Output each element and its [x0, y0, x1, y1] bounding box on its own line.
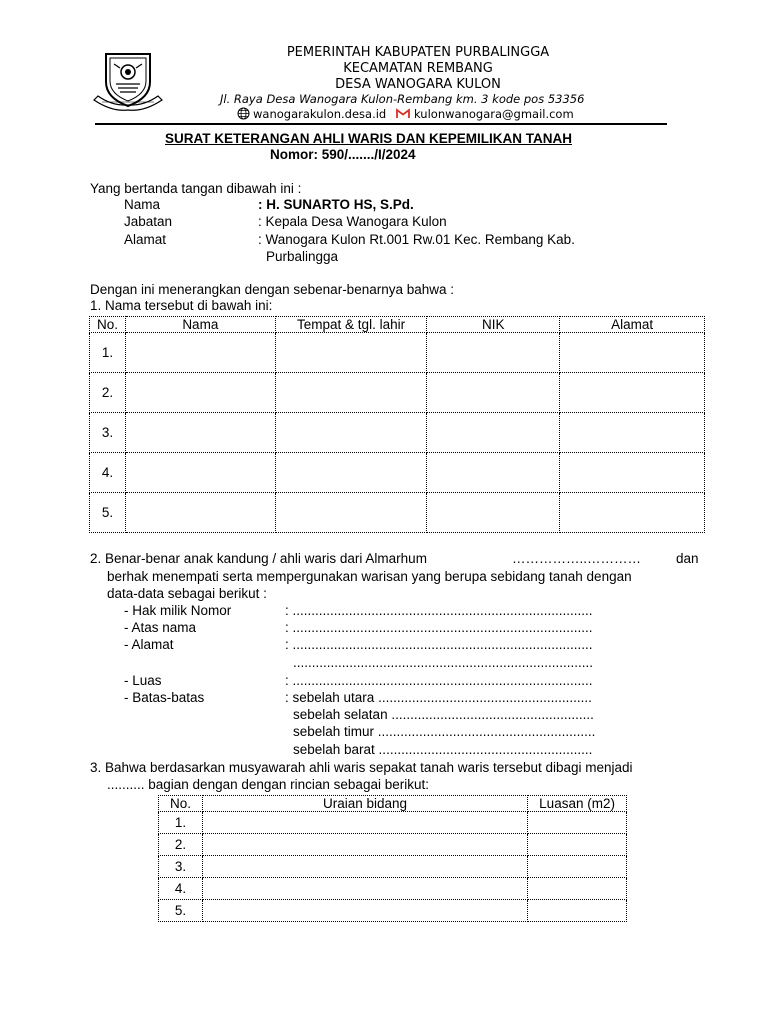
field-value-batas-selatan: sebelah selatan ...................................................... — [293, 707, 594, 722]
header-luasan: Luasan (m2) — [528, 796, 627, 812]
signer-name-label: Nama — [124, 197, 161, 212]
signer-position-label: Jabatan — [124, 214, 173, 229]
field-label-hak-milik: - Hak milik Nomor — [124, 603, 232, 618]
row-number: 5. — [159, 900, 203, 922]
table-row — [159, 834, 627, 856]
heirs-table — [89, 316, 705, 533]
header-tempat-tgl-lahir: Tempat & tgl. lahir — [275, 317, 427, 333]
row-number: 5. — [90, 493, 126, 533]
point-2-line-1: 2. Benar-benar anak kandung / ahli waris dari Almarhum — [90, 551, 427, 566]
point-2-dan: dan — [676, 551, 699, 566]
globe-icon — [237, 107, 250, 120]
point-2-line-3: data-data sebagai berikut : — [107, 586, 267, 601]
point-2-deceased-blank: ……………..………… — [512, 551, 642, 566]
address-cell — [560, 333, 705, 373]
row-number: 1. — [90, 333, 126, 373]
address-cell — [560, 413, 705, 453]
field-label-batas: - Batas-batas — [124, 690, 205, 705]
document-number: Nomor: 590/......./I/2024 — [270, 147, 416, 162]
header-uraian-bidang: Uraian bidang — [202, 796, 527, 812]
header-no: No. — [159, 796, 203, 812]
row-number: 2. — [90, 373, 126, 413]
field-label-atas-nama: - Atas nama — [124, 620, 197, 635]
name-cell — [125, 453, 275, 493]
signer-intro: Yang bertanda tangan dibawah ini : — [90, 181, 302, 196]
letterhead-email: kulonwanogara@gmail.com — [414, 107, 574, 121]
nik-cell — [427, 493, 560, 533]
table-row — [159, 856, 627, 878]
field-value-luas: : ................................................................................ — [285, 673, 593, 688]
row-number: 4. — [90, 453, 126, 493]
header-nama: Nama — [125, 317, 275, 333]
header-no: No. — [90, 317, 126, 333]
letterhead-line-3: DESA WANOGARA KULON — [335, 77, 501, 92]
letterhead-address: Jl. Raya Desa Wanogara Kulon-Rembang km. 3 kode pos 53356 — [220, 92, 585, 106]
table-row — [90, 373, 705, 413]
field-value-alamat-cont: ................................................................................ — [293, 655, 594, 670]
district-crest-logo — [92, 48, 164, 112]
point-1: 1. Nama tersebut di bawah ini: — [90, 298, 273, 313]
area-cell — [528, 878, 627, 900]
table-row — [90, 493, 705, 533]
area-cell — [528, 900, 627, 922]
letterhead-divider — [95, 123, 667, 125]
field-value-batas-barat: sebelah barat ......................................................... — [293, 742, 593, 757]
field-value-hak-milik: : ................................................................................ — [285, 603, 593, 618]
header-nik: NIK — [427, 317, 560, 333]
description-cell — [202, 900, 527, 922]
row-number: 3. — [159, 856, 203, 878]
parcel-table-header — [159, 796, 627, 812]
birth-cell — [275, 413, 427, 453]
document-title: SURAT KETERANGAN AHLI WARIS DAN KEPEMILIKAN TANAH — [165, 131, 572, 146]
nik-cell — [427, 413, 560, 453]
birth-cell — [275, 373, 427, 413]
area-cell — [528, 812, 627, 834]
row-number: 2. — [159, 834, 203, 856]
statement: Dengan ini menerangkan dengan sebenar-benarnya bahwa : — [90, 282, 455, 297]
field-value-batas-utara: : sebelah utara ......................................................... — [285, 690, 592, 705]
table-row — [159, 900, 627, 922]
name-cell — [125, 333, 275, 373]
signer-address-label: Alamat — [124, 232, 167, 247]
description-cell — [202, 834, 527, 856]
name-cell — [125, 413, 275, 453]
field-label-alamat: - Alamat — [124, 637, 174, 652]
field-value-atas-nama: : ................................................................................ — [285, 620, 593, 635]
letterhead-website: wanogarakulon.desa.id — [253, 107, 387, 121]
point-2-line-2: berhak menempati serta mempergunakan warisan yang berupa sebidang tanah dengan — [107, 569, 632, 584]
letterhead-line-1: PEMERINTAH KABUPATEN PURBALINGGA — [286, 45, 550, 60]
description-cell — [202, 856, 527, 878]
address-cell — [560, 493, 705, 533]
address-cell — [560, 453, 705, 493]
parcel-table — [158, 795, 627, 922]
letterhead-line-2: KECAMATAN REMBANG — [343, 61, 493, 76]
gmail-icon — [396, 108, 410, 119]
row-number: 3. — [90, 413, 126, 453]
address-cell — [560, 373, 705, 413]
table-row — [90, 413, 705, 453]
row-number: 1. — [159, 812, 203, 834]
signer-address-value-cont: Purbalingga — [266, 249, 339, 264]
header-alamat: Alamat — [560, 317, 705, 333]
name-cell — [125, 373, 275, 413]
description-cell — [202, 878, 527, 900]
point-3-line-2: .......... bagian dengan dengan rincian sebagai berikut: — [107, 777, 429, 792]
birth-cell — [275, 333, 427, 373]
table-row — [159, 878, 627, 900]
area-cell — [528, 856, 627, 878]
heirs-table-header — [90, 317, 705, 333]
field-value-alamat: : ................................................................................ — [285, 637, 593, 652]
table-row — [90, 333, 705, 373]
signer-position-value: : Kepala Desa Wanogara Kulon — [258, 214, 447, 229]
row-number: 4. — [159, 878, 203, 900]
field-value-batas-timur: sebelah timur .......................................................... — [293, 724, 596, 739]
nik-cell — [427, 453, 560, 493]
signer-name-value: : H. SUNARTO HS, S.Pd. — [258, 197, 414, 212]
field-label-luas: - Luas — [124, 673, 162, 688]
area-cell — [528, 834, 627, 856]
birth-cell — [275, 453, 427, 493]
nik-cell — [427, 373, 560, 413]
point-3-line-1: 3. Bahwa berdasarkan musyawarah ahli waris sepakat tanah waris tersebut dibagi menjadi — [90, 760, 633, 775]
birth-cell — [275, 493, 427, 533]
description-cell — [202, 812, 527, 834]
nik-cell — [427, 333, 560, 373]
table-row — [159, 812, 627, 834]
table-row — [90, 453, 705, 493]
signer-address-value: : Wanogara Kulon Rt.001 Rw.01 Kec. Rembang Kab. — [258, 232, 575, 247]
name-cell — [125, 493, 275, 533]
